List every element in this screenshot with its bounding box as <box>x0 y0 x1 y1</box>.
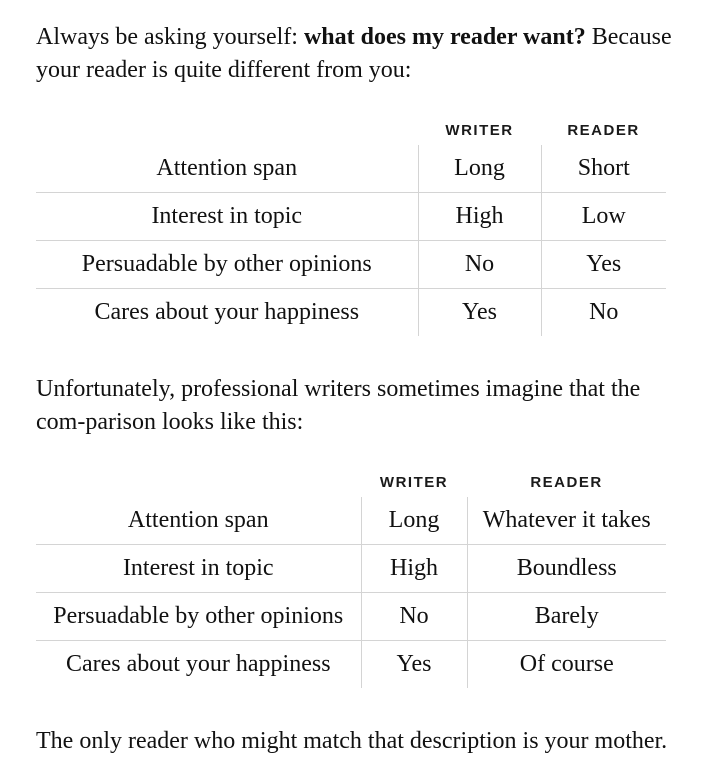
reader-cell: Whatever it takes <box>482 507 651 533</box>
row-label: Interest in topic <box>36 193 418 241</box>
intro-text-end: Because your reader is quite different from you: <box>36 24 672 83</box>
table-row <box>36 497 666 545</box>
middle-paragraph: Unfortunately, professional writers sometimes imagine that the com-parison looks like this: <box>36 376 641 435</box>
table-row <box>36 241 666 289</box>
intro-paragraph <box>36 21 686 87</box>
intro-text-start: Always be asking yourself: <box>36 24 304 50</box>
reader-cell: Boundless <box>467 545 666 593</box>
writer-cell: High <box>418 193 541 241</box>
row-label: Attention span <box>156 155 298 181</box>
writer-cell: Long <box>361 497 467 545</box>
row-label: Cares about your happiness <box>36 641 361 689</box>
header-blank <box>36 115 418 145</box>
table-row <box>36 641 666 689</box>
reader-cell: Barely <box>467 593 666 641</box>
reader-cell: No <box>541 289 666 337</box>
closing-paragraph: The only reader who might match that description is your mother. <box>36 728 668 754</box>
row-label: Cares about your happiness <box>36 289 418 337</box>
intro-emphasis: what does my reader want? <box>303 24 586 50</box>
comparison-table-actual <box>36 115 666 336</box>
table-header-row <box>36 115 666 145</box>
writer-cell: Long <box>418 145 541 193</box>
header-writer: WRITER <box>445 121 514 139</box>
table-row <box>36 145 666 193</box>
writer-cell: No <box>418 241 541 289</box>
writer-cell: Yes <box>418 289 541 337</box>
writer-cell: High <box>361 545 467 593</box>
header-reader: READER <box>530 473 603 491</box>
header-writer: WRITER <box>379 473 449 491</box>
row-label: Interest in topic <box>36 545 361 593</box>
row-label: Persuadable by other opinions <box>36 593 361 641</box>
reader-cell: Of course <box>467 641 666 689</box>
row-label: Attention span <box>127 507 269 533</box>
table-row <box>36 545 666 593</box>
writer-cell: No <box>361 593 467 641</box>
header-blank <box>36 467 361 497</box>
table-row <box>36 193 666 241</box>
table-header-row <box>36 467 666 497</box>
writer-cell: Yes <box>361 641 467 689</box>
reader-cell: Low <box>541 193 666 241</box>
table-row <box>36 593 666 641</box>
reader-cell: Short <box>577 155 630 181</box>
reader-cell: Yes <box>541 241 666 289</box>
header-reader: READER <box>567 121 640 139</box>
comparison-table-imagined <box>36 467 666 688</box>
row-label: Persuadable by other opinions <box>36 241 418 289</box>
table-row <box>36 289 666 337</box>
